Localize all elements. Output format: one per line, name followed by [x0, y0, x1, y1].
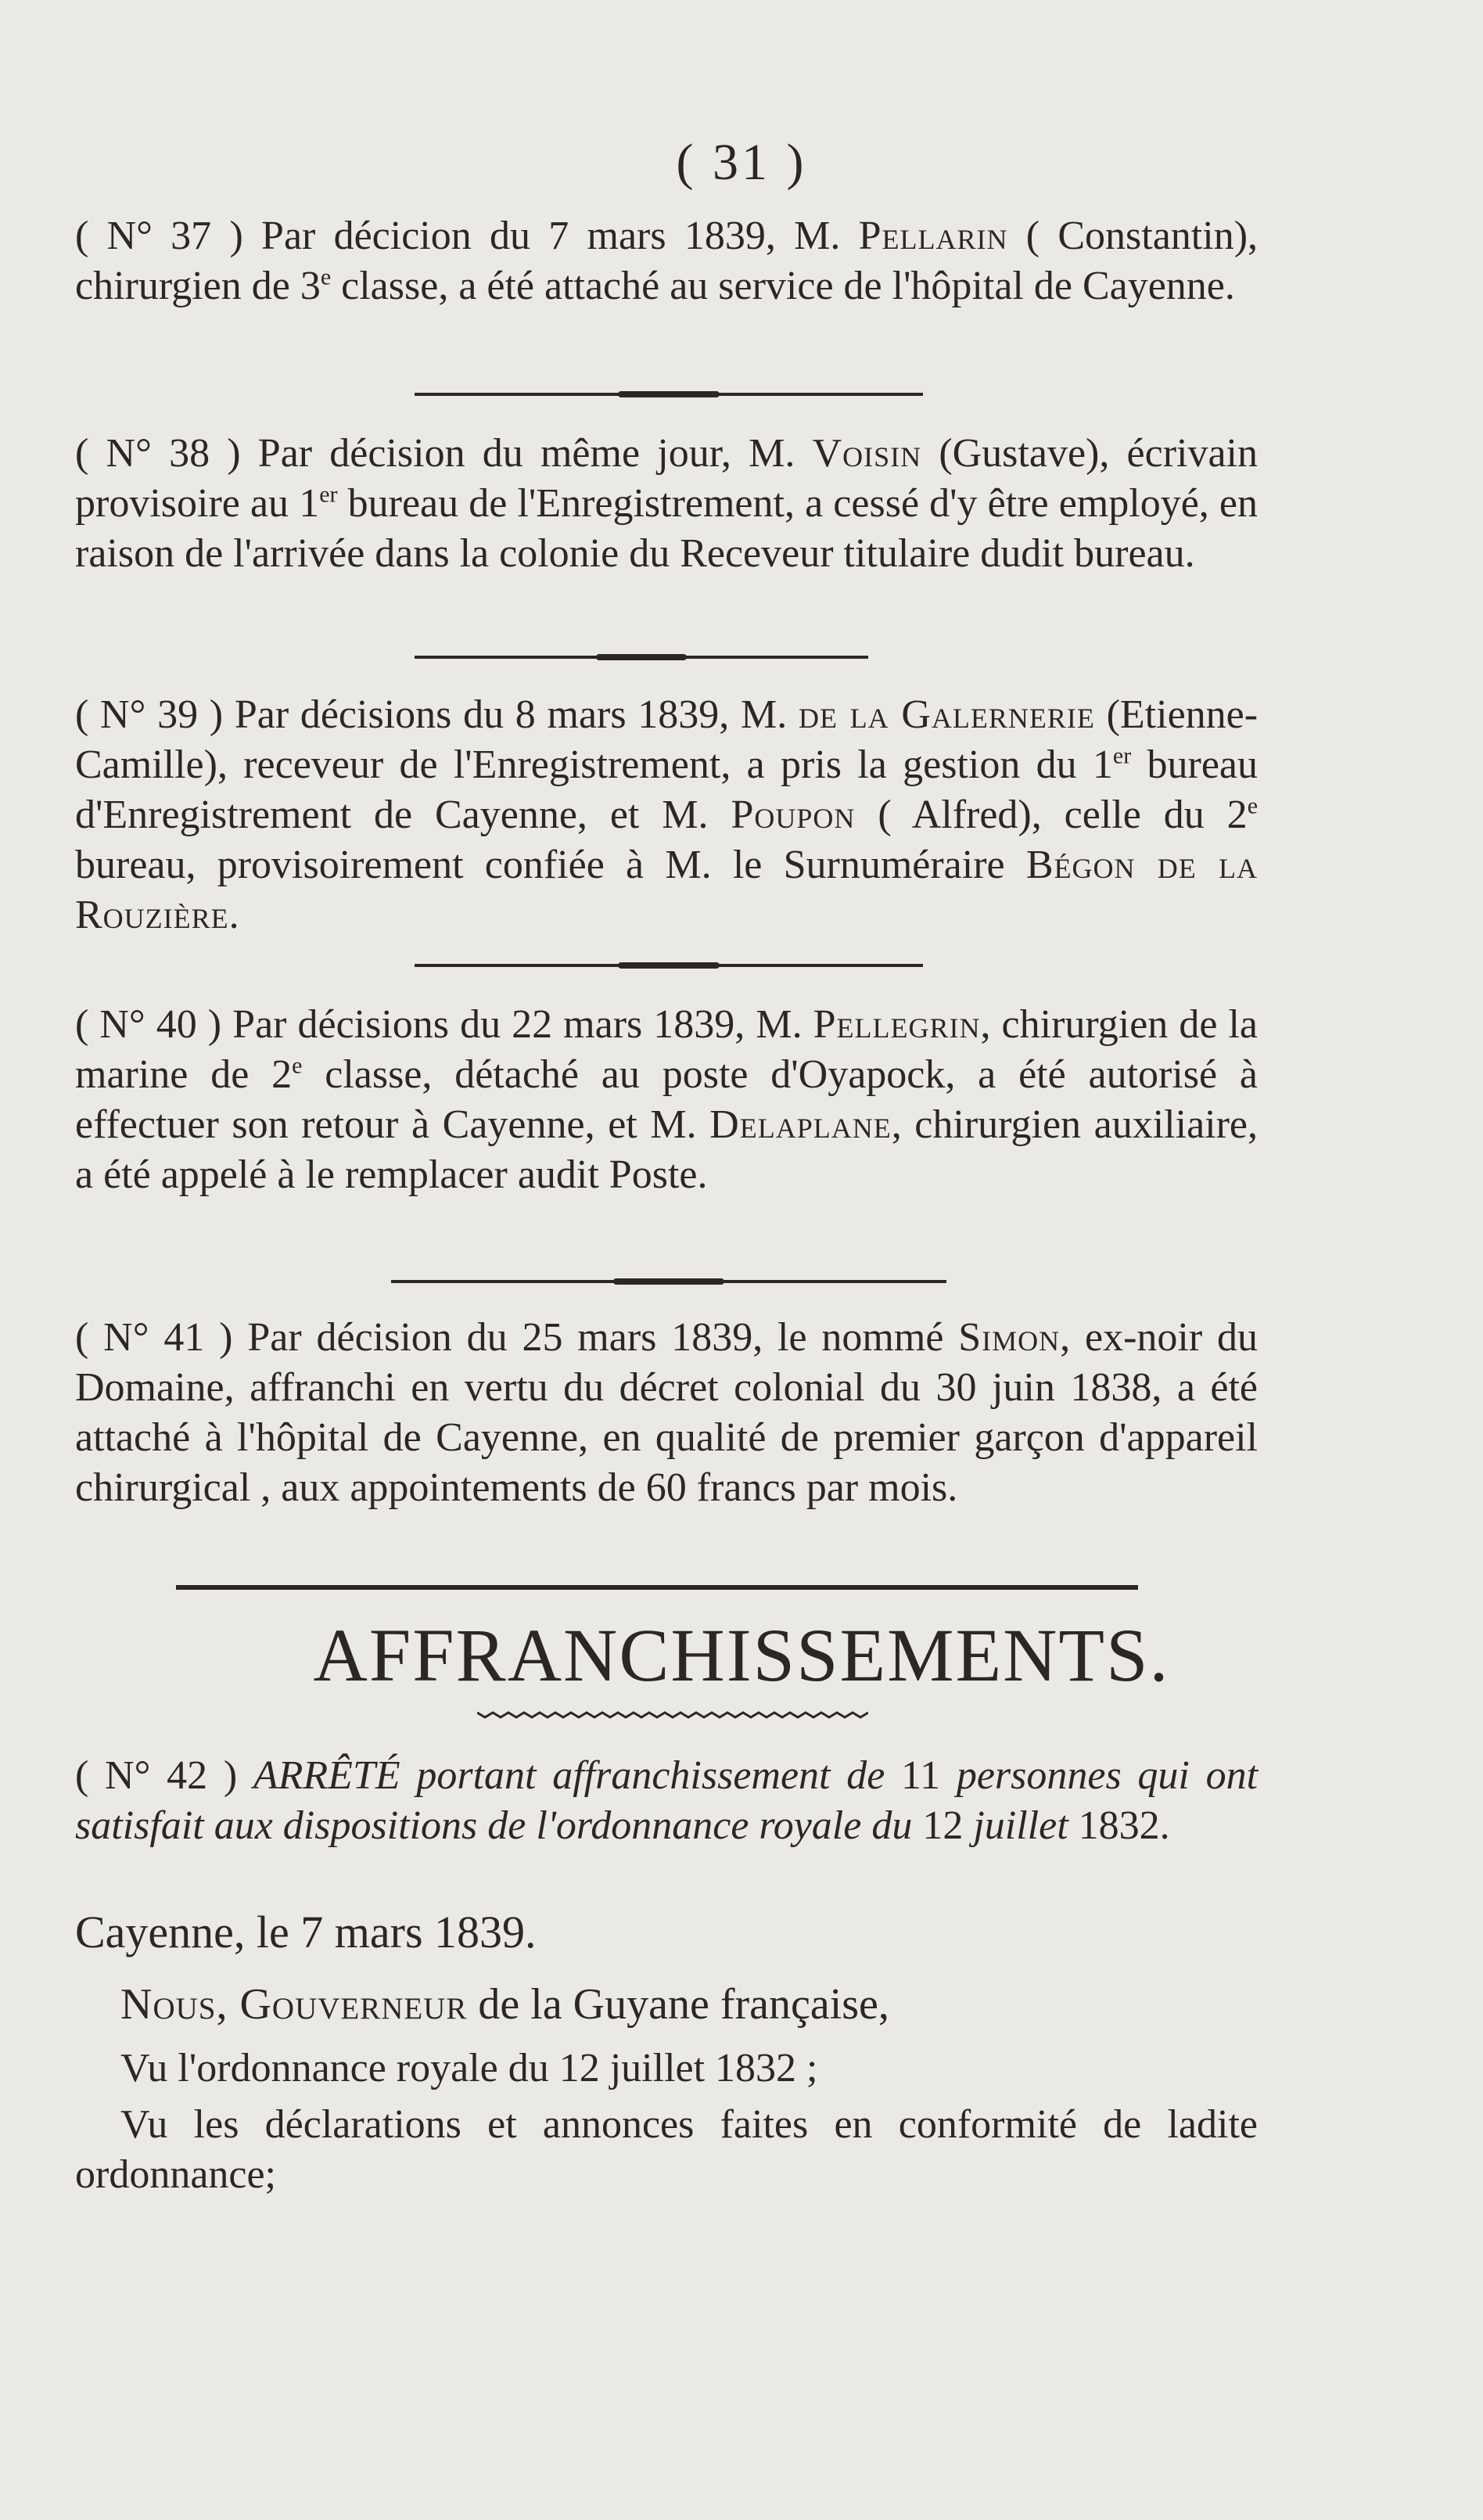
superscript: e: [292, 1052, 303, 1079]
section-heading: AFFRANCHISSEMENTS.: [313, 1613, 1170, 1697]
entry-text: , chirurgien de la marine de 2: [75, 1002, 1258, 1097]
entry-text: bureau de l'Enregistrement, a cessé d'y être employé, en raison de l'arrivée dans la colonie du Receveur titulaire dudit bureau.: [75, 481, 1258, 576]
arrete-title: ARRÊTÉ portant affranchissement de: [253, 1753, 885, 1798]
arrete-count: 11: [901, 1753, 941, 1798]
entry-number: ( N° 38 ): [75, 431, 241, 476]
vu-text: Vu les déclarations et annonces faites en conformité de ladite ordonnance;: [75, 2102, 1258, 2197]
superscript: e: [1247, 793, 1259, 819]
vu-line-2: [75, 2100, 1258, 2200]
separator-rule: [415, 393, 923, 396]
entry-number: ( N° 41 ): [75, 1315, 233, 1360]
separator-rule: [391, 1280, 946, 1283]
entry-text: bureau d'Enregistrement de Cayenne, et M.: [75, 742, 1259, 837]
person-name: Simon: [958, 1315, 1061, 1360]
arrete-date-num: 12: [922, 1803, 964, 1848]
entry-number: ( N° 39 ): [75, 692, 224, 737]
superscript: e: [320, 264, 332, 290]
entry-39: [75, 690, 1258, 940]
vu-line-1: [75, 2044, 1258, 2094]
nous-rest: de la Guyane française,: [478, 1980, 889, 2029]
entry-text: classe, détaché au poste d'Oyapock, a été autorisé à effectuer son retour à Cayenne, et M.: [75, 1052, 1259, 1147]
superscript: er: [1112, 742, 1132, 769]
entry-number: ( N° 42 ): [75, 1753, 238, 1798]
entry-text: bureau, provisoirement confiée à M. le Surnuméraire: [75, 843, 1005, 887]
entry-text: Par décision du même jour, M.: [257, 431, 795, 476]
page-number: ( 31 ): [676, 134, 807, 191]
place-date: Cayenne, le 7 mars 1839.: [75, 1907, 537, 1957]
person-name: Poupon: [731, 793, 856, 837]
person-name: Delaplane: [709, 1102, 892, 1147]
entry-37: [75, 211, 1258, 311]
arrete-title: personnes qui ont satisfait aux dispositions de l'ordonnance royale du: [75, 1753, 1259, 1848]
entry-text: , chirurgien auxiliaire, a été appelé à le remplacer audit Poste.: [75, 1102, 1259, 1197]
person-name: Pellarin: [858, 214, 1008, 258]
nous-gouverneur: Nous, Gouverneur: [120, 1980, 468, 2029]
arrete-year: 1832.: [1078, 1803, 1170, 1848]
entry-text: , ex-noir du Domaine, affranchi en vertu du décret colonial du 30 juin 1838, a été attaché à l'hôpital de Cayenne, en qualité de premier garçon d'appareil chirurgical , aux appointements de 60 francs par mois.: [75, 1315, 1259, 1510]
entry-number: ( N° 37 ): [75, 214, 243, 258]
entry-text: Par décicion du 7 mars 1839, M.: [261, 214, 841, 258]
vu-text: Vu l'ordonnance royale du 12 juillet 1832 ;: [120, 2046, 818, 2090]
entry-text: (Etienne-Camille), receveur de l'Enregistrement, a pris la gestion du 1: [75, 692, 1259, 787]
entry-38: [75, 429, 1258, 579]
entry-text: ( Alfred), celle du 2: [878, 793, 1248, 837]
entry-41: [75, 1313, 1258, 1513]
entry-text: Par décisions du 8 mars 1839, M.: [234, 692, 788, 737]
person-name: Voisin: [812, 431, 922, 476]
entry-text: ( Constantin), chirurgien de 3: [75, 214, 1259, 308]
arrete-date-month: juillet: [973, 1803, 1068, 1848]
entry-42: [75, 1751, 1258, 1851]
person-name: Pellegrin: [813, 1002, 981, 1047]
ornament-squiggle: [477, 1710, 868, 1720]
person-name: Bégon de la Rouzière.: [75, 843, 1258, 937]
entry-text: Par décisions du 22 mars 1839, M.: [232, 1002, 803, 1047]
separator-rule: [415, 964, 923, 967]
nous-line: [75, 1979, 1258, 2029]
entry-number: ( N° 40 ): [75, 1002, 222, 1047]
person-name: de la Galernerie: [798, 692, 1095, 737]
entry-40: [75, 1000, 1258, 1200]
section-rule: [176, 1585, 1138, 1590]
entry-text: Par décision du 25 mars 1839, le nommé: [247, 1315, 944, 1360]
entry-text: (Gustave), écrivain provisoire au 1: [75, 431, 1258, 526]
separator-rule: [415, 656, 868, 659]
entry-text: classe, a été attaché au service de l'hôpital de Cayenne.: [341, 264, 1235, 308]
superscript: er: [319, 481, 338, 508]
